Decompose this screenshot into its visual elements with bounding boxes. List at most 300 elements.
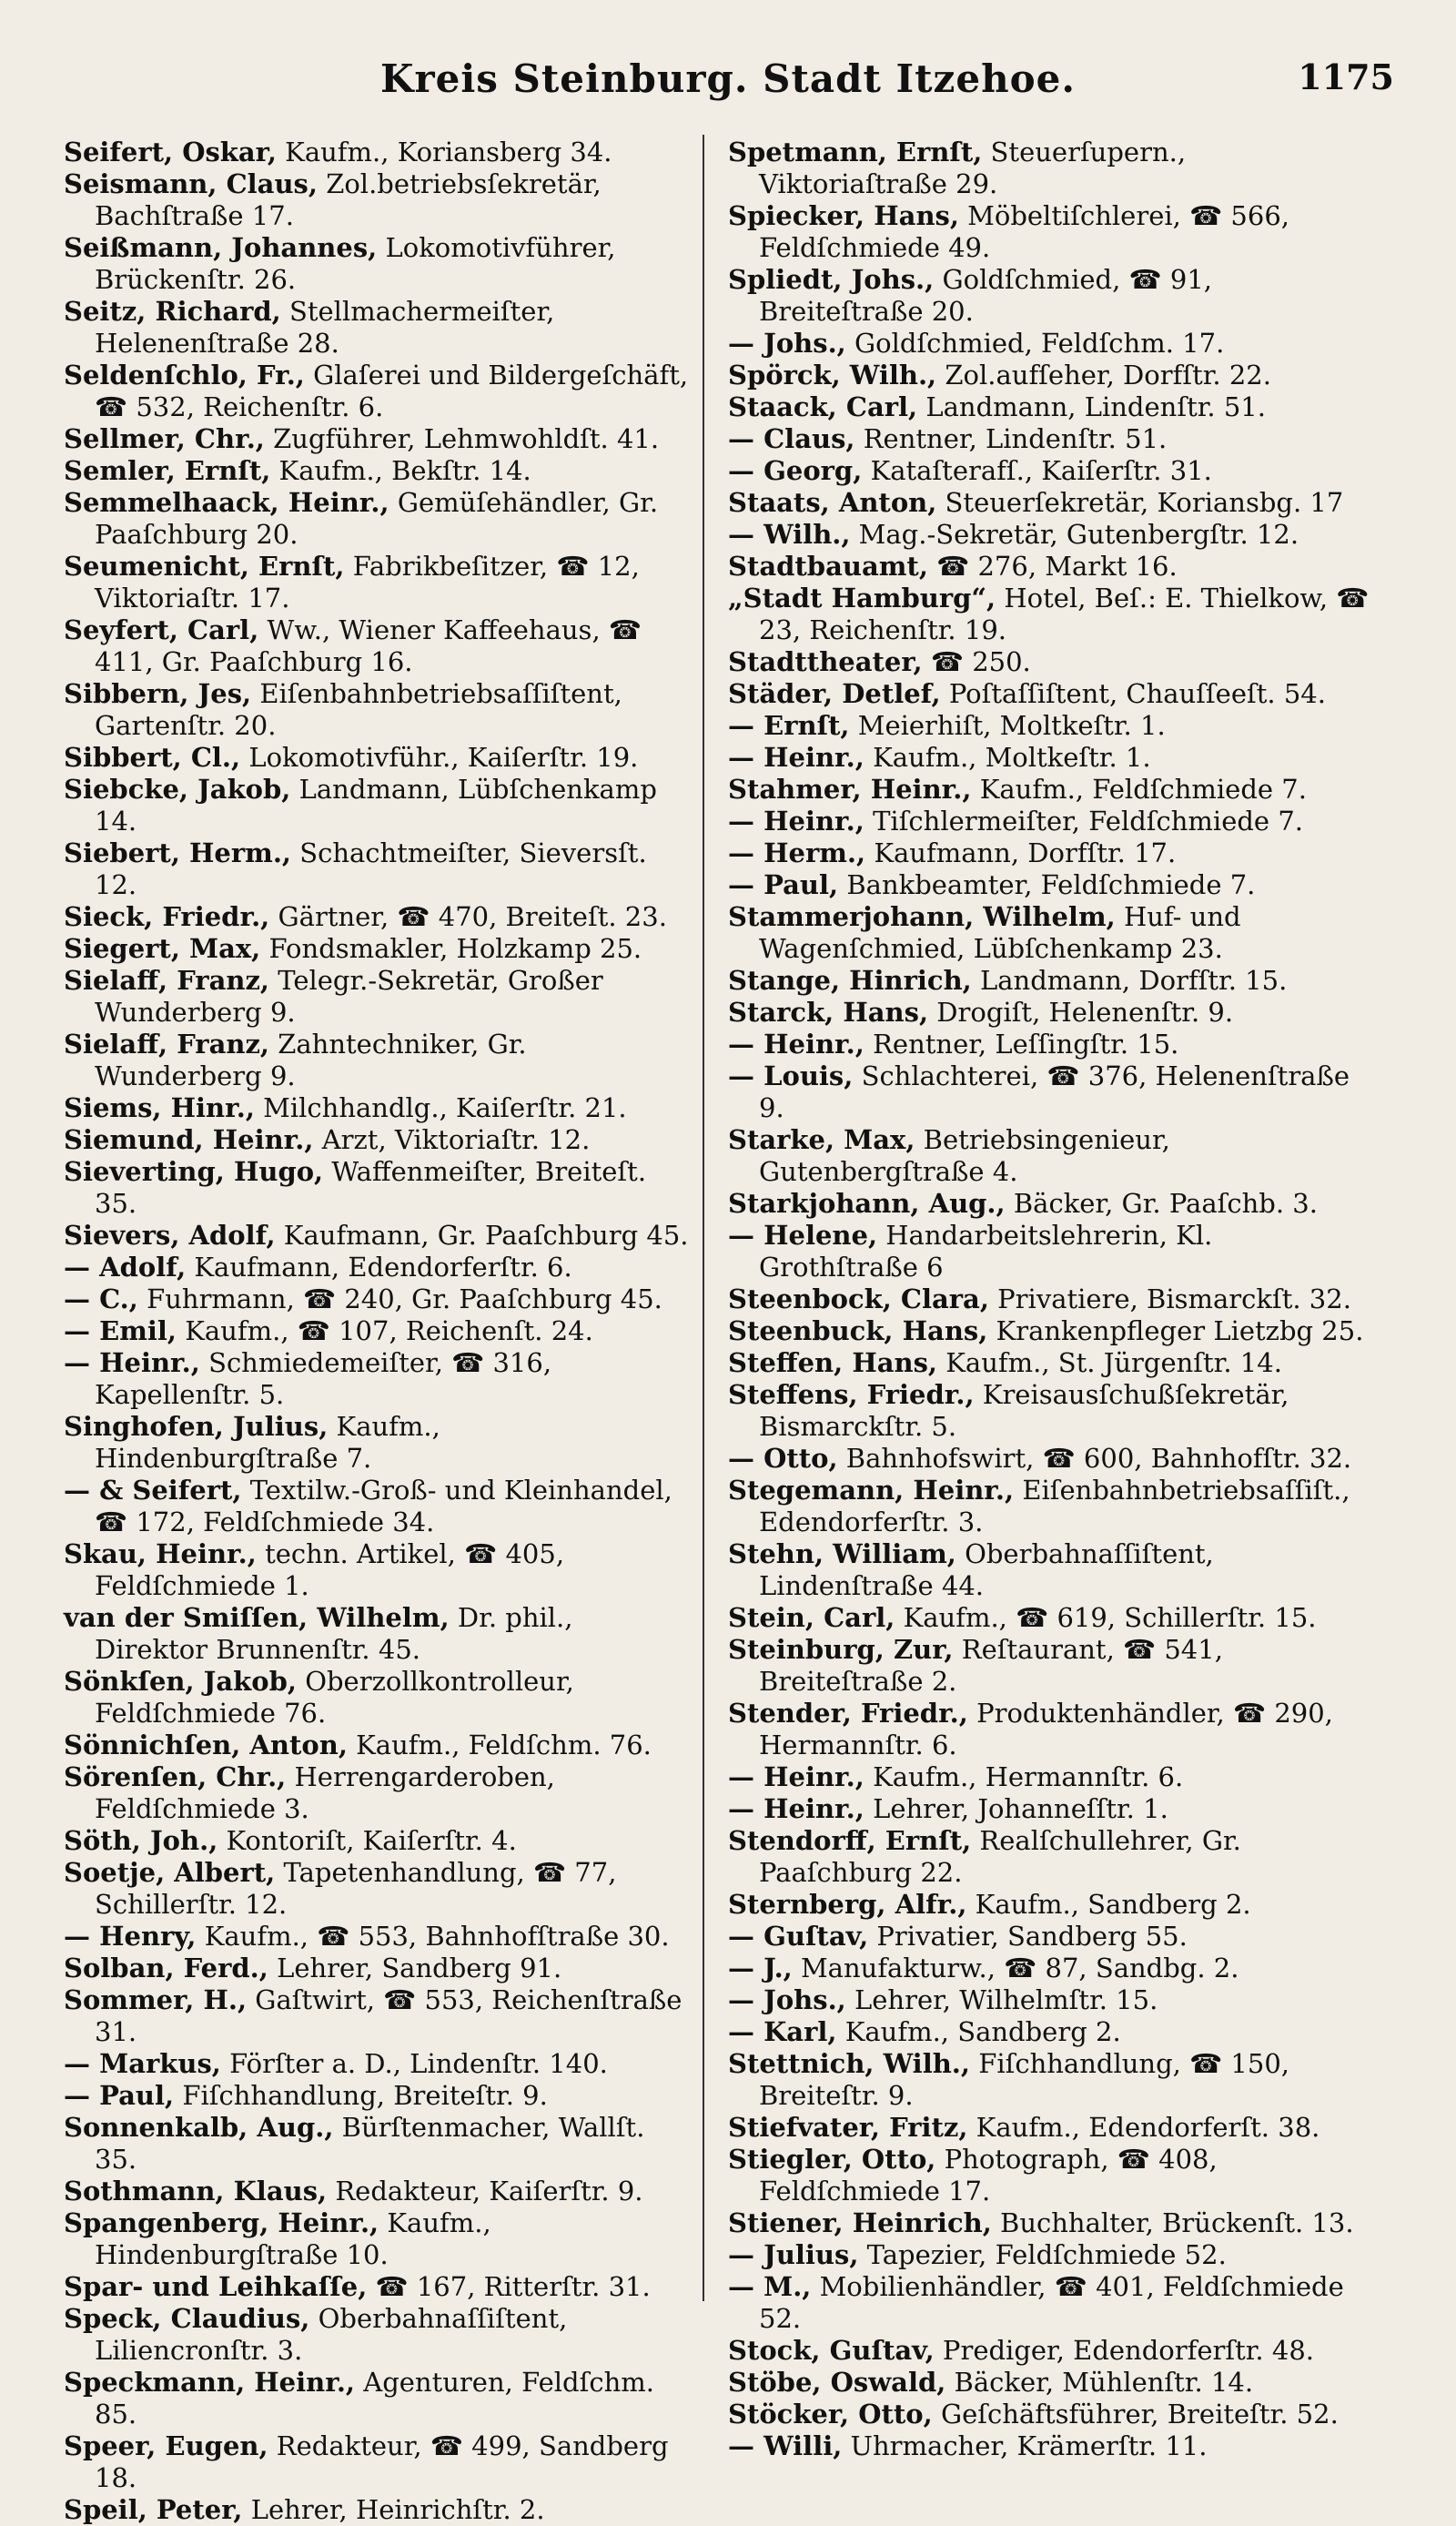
entry-name: Stiener, Heinrich,	[728, 2207, 992, 2238]
entry-name: Semler, Ernſt,	[64, 455, 271, 486]
entry-details: Produktenhändler, ☎ 290, Hermannſtr. 6.	[759, 1698, 1333, 1760]
directory-entry	[728, 583, 1374, 646]
entry-details: Kaufm., Sandberg 2.	[836, 2016, 1121, 2047]
entry-name: — J.,	[728, 1953, 793, 1983]
entry-details: Redakteur, Kaiſerſtr. 9.	[327, 2176, 643, 2206]
entry-details: Lokomotivführ., Kaiſerſtr. 19.	[240, 742, 639, 773]
directory-entry	[728, 200, 1374, 264]
entry-name: — & Seifert,	[64, 1475, 242, 1506]
entry-name: Steffen, Hans,	[728, 1347, 938, 1378]
entry-name: Speck, Claudius,	[64, 2303, 310, 2334]
entry-name: Spörck, Wilh.,	[728, 360, 937, 391]
entry-name: — Heinr.,	[728, 1029, 864, 1060]
entry-name: Spetmann, Ernſt,	[728, 137, 983, 167]
entry-details: Fabrikbeſitzer, ☎ 12, Viktoriaſtr. 17.	[95, 551, 640, 614]
entry-details: Gaſtwirt, ☎ 553, Reichenſtraße 31.	[95, 1984, 682, 2047]
entry-name: — Heinr.,	[728, 1793, 864, 1824]
entry-details: Rentner, Leſſingſtr. 15.	[864, 1029, 1179, 1060]
directory-entry	[728, 1538, 1374, 1602]
right-column	[728, 137, 1374, 2462]
entry-details: techn. Artikel, ☎ 405, Feldſchmiede 1.	[95, 1538, 565, 1601]
entry-name: Solban, Ferd.,	[64, 1953, 268, 1983]
entry-details: Kaufm., Hindenburgſtraße 10.	[95, 2207, 491, 2270]
directory-entry	[64, 965, 692, 1029]
entry-details: Lokomotivführer, Brückenſtr. 26.	[95, 232, 616, 295]
entry-details: Kaufm., Feldſchmiede 7.	[971, 774, 1307, 805]
directory-entry	[728, 1602, 1374, 1634]
directory-entry	[64, 1220, 692, 1252]
entry-details: Steuerſupern., Viktoriaſtraße 29.	[759, 137, 1187, 199]
entry-details: Reſtaurant, ☎ 541, Breiteſtraße 2.	[759, 1634, 1223, 1697]
directory-entry	[728, 1315, 1374, 1347]
directory-entry	[728, 710, 1374, 742]
entry-name: Stender, Friedr.,	[728, 1698, 968, 1729]
directory-entry	[64, 2367, 692, 2430]
entry-details: Stellmachermeiſter, Helenenſtraße 28.	[95, 296, 555, 359]
directory-entry	[728, 965, 1374, 997]
entry-name: Sielaff, Franz,	[64, 965, 270, 996]
entry-name: Speil, Peter,	[64, 2494, 243, 2525]
entry-name: Sommer, H.,	[64, 1984, 248, 2015]
entry-details: Handarbeitslehrerin, Kl. Grothſtraße 6	[759, 1220, 1213, 1283]
directory-entry	[728, 2144, 1374, 2207]
directory-entry	[728, 806, 1374, 837]
entry-name: Skau, Heinr.,	[64, 1538, 257, 1569]
directory-entry	[728, 360, 1374, 391]
entry-details: Fondsmakler, Holzkamp 25.	[260, 933, 642, 964]
directory-entry	[728, 551, 1374, 583]
directory-entry	[728, 1060, 1374, 1124]
page-header	[0, 56, 1456, 111]
entry-details: Möbeltiſchlerei, ☎ 566, Feldſchmiede 49.	[759, 200, 1289, 263]
entry-name: — Paul,	[728, 869, 839, 900]
entry-name: Seldenſchlo, Fr.,	[64, 360, 305, 391]
entry-name: Stange, Hinrich,	[728, 965, 972, 996]
entry-name: Sternberg, Alfr.,	[728, 1889, 967, 1920]
entry-details: Huf- und Wagenſchmied, Lübſchenkamp 23.	[759, 901, 1241, 964]
entry-name: Stehn, William,	[728, 1538, 956, 1569]
entry-details: Tapetenhandlung, ☎ 77, Schillerſtr. 12.	[95, 1857, 617, 1920]
entry-name: Siems, Hinr.,	[64, 1092, 255, 1123]
directory-entry	[728, 2430, 1374, 2462]
directory-entry	[64, 1283, 692, 1315]
entry-details: Agenturen, Feldſchm. 85.	[95, 2367, 654, 2430]
entry-name: Spangenberg, Heinr.,	[64, 2207, 379, 2238]
entry-details: Gemüſehändler, Gr. Paaſchburg 20.	[95, 487, 659, 550]
entry-details: Hotel, Beſ.: E. Thielkow, ☎ 23, Reichenſtr. 19.	[759, 583, 1370, 645]
entry-details: Bankbeamter, Feldſchmiede 7.	[838, 869, 1256, 900]
directory-entry	[64, 1411, 692, 1475]
entry-details: Tapezier, Feldſchmiede 52.	[858, 2239, 1227, 2270]
entry-name: Steinburg, Zur,	[728, 1634, 954, 1665]
entry-name: Sielaff, Franz,	[64, 1029, 270, 1060]
directory-entry	[728, 2207, 1374, 2239]
entry-name: Sönnichſen, Anton,	[64, 1730, 348, 1760]
entry-name: Sellmer, Chr.,	[64, 423, 265, 454]
entry-details: Bäcker, Gr. Paaſchb. 3.	[1005, 1188, 1318, 1219]
directory-entry	[64, 232, 692, 296]
directory-entry	[728, 678, 1374, 710]
entry-name: — Emil,	[64, 1315, 177, 1346]
entry-details: Kaufmann, Edendorferſtr. 6.	[186, 1252, 572, 1283]
directory-entry	[728, 137, 1374, 200]
entry-name: Semmelhaack, Heinr.,	[64, 487, 389, 518]
entry-name: Steffens, Friedr.,	[728, 1379, 975, 1410]
entry-name: — Wilh.,	[728, 519, 851, 550]
entry-details: Photograph, ☎ 408, Feldſchmiede 17.	[759, 2144, 1218, 2206]
entry-name: Stiegler, Otto,	[728, 2144, 936, 2175]
entry-name: Stettnich, Wilh.,	[728, 2048, 970, 2079]
entry-details: Kaufm., Hindenburgſtraße 7.	[95, 1411, 440, 1474]
directory-entry	[64, 774, 692, 837]
entry-details: Glaſerei und Bildergeſchäft, ☎ 532, Reichenſtr. 6.	[95, 360, 689, 422]
entry-name: — Heinr.,	[728, 1761, 864, 1792]
entry-name: Spliedt, Johs.,	[728, 264, 935, 295]
entry-details: Buchhalter, Brückenſt. 13.	[991, 2207, 1354, 2238]
directory-entry	[64, 1252, 692, 1283]
entry-name: Söth, Joh.,	[64, 1825, 218, 1856]
entry-details: Goldſchmied, Feldſchm. 17.	[845, 328, 1225, 359]
entry-details: Eiſenbahnbetriebsaſſiſtent, Gartenſtr. 20.	[95, 678, 622, 741]
directory-entry	[64, 2080, 692, 2112]
entry-name: Siemund, Heinr.,	[64, 1124, 314, 1155]
entry-details: Zol.betriebsſekretär, Bachſtraße 17.	[95, 168, 602, 231]
entry-name: Sibbern, Jes,	[64, 678, 252, 709]
directory-entry	[64, 1730, 692, 1761]
entry-name: van der Smiſſen, Wilhelm,	[64, 1602, 450, 1633]
entry-details: Krankenpfleger Lietzbg 25.	[987, 1315, 1364, 1346]
directory-entry	[64, 2494, 692, 2526]
entry-details: Mobilienhändler, ☎ 401, Feldſchmiede 52.	[759, 2271, 1344, 2334]
entry-name: Sievers, Adolf,	[64, 1220, 276, 1251]
directory-entry	[64, 1857, 692, 1921]
directory-entry	[728, 1761, 1374, 1793]
entry-name: — Louis,	[728, 1060, 854, 1091]
entry-name: — Heinr.,	[728, 806, 864, 837]
entry-name: Siegert, Max,	[64, 933, 261, 964]
directory-entry	[64, 1124, 692, 1156]
directory-entry	[728, 1634, 1374, 1698]
entry-name: Singhofen, Julius,	[64, 1411, 329, 1442]
entry-details: Manufakturw., ☎ 87, Sandbg. 2.	[792, 1953, 1239, 1983]
directory-entry	[64, 296, 692, 360]
directory-entry	[728, 837, 1374, 869]
directory-entry	[728, 423, 1374, 455]
entry-name: Seifert, Oskar,	[64, 137, 277, 167]
directory-entry	[728, 1475, 1374, 1538]
entry-name: Stammerjohann, Wilhelm,	[728, 901, 1116, 932]
entry-name: Starke, Max,	[728, 1124, 915, 1155]
entry-details: Prediger, Edendorferſtr. 48.	[934, 2335, 1314, 2366]
entry-name: — Georg,	[728, 455, 863, 486]
entry-name: Siebcke, Jakob,	[64, 774, 291, 805]
entry-details: Schachtmeiſter, Sieversſt. 12.	[95, 837, 647, 900]
entry-name: Stöcker, Otto,	[728, 2399, 933, 2430]
directory-entry	[728, 1379, 1374, 1443]
entry-details: Poſtaſſiſtent, Chauſſeeſt. 54.	[940, 678, 1326, 709]
entry-details: Steuerſekretär, Koriansbg. 17	[936, 487, 1344, 518]
entry-name: — Herm.,	[728, 837, 866, 868]
entry-details: Oberbahnaſſiſtent, Lindenſtraße 44.	[759, 1538, 1214, 1601]
directory-entry	[64, 614, 692, 678]
entry-details: Kaufmann, Dorfſtr. 17.	[865, 837, 1177, 868]
entry-details: Realſchullehrer, Gr. Paaſchburg 22.	[759, 1825, 1241, 1888]
directory-entry	[728, 1984, 1374, 2016]
entry-name: Stadttheater,	[728, 646, 923, 677]
entry-name: — Otto,	[728, 1443, 838, 1474]
directory-entry	[728, 1825, 1374, 1889]
directory-entry	[64, 1538, 692, 1602]
entry-name: „Stadt Hamburg“,	[728, 583, 996, 614]
entry-name: Stegemann, Heinr.,	[728, 1475, 1015, 1506]
entry-name: — Ernſt,	[728, 710, 850, 741]
directory-entry	[728, 1443, 1374, 1475]
entry-details: Kontoriſt, Kaiſerſtr. 4.	[217, 1825, 517, 1856]
entry-name: — Johs.,	[728, 1984, 846, 2015]
directory-entry	[728, 997, 1374, 1029]
entry-details: Uhrmacher, Krämerſtr. 11.	[842, 2430, 1208, 2461]
directory-entry	[728, 264, 1374, 328]
entry-details: Kaufm., ☎ 107, Reichenſt. 24.	[177, 1315, 593, 1346]
directory-entry	[728, 774, 1374, 806]
entry-name: Stein, Carl,	[728, 1602, 895, 1633]
entry-details: ☎ 250.	[922, 646, 1031, 677]
directory-entry	[728, 1793, 1374, 1825]
entry-name: Sieck, Friedr.,	[64, 901, 270, 932]
directory-entry	[64, 901, 692, 933]
directory-entry	[64, 1347, 692, 1411]
directory-entry	[728, 455, 1374, 487]
entry-details: Betriebsingenieur, Gutenbergſtraße 4.	[759, 1124, 1170, 1187]
entry-details: Herrengarderoben, Feldſchmiede 3.	[95, 1761, 555, 1824]
entry-name: Starkjohann, Aug.,	[728, 1188, 1006, 1219]
directory-entry	[64, 168, 692, 232]
page-title: Kreis Steinburg. Stadt Itzehoe.	[379, 56, 1076, 101]
entry-name: Soetje, Albert,	[64, 1857, 276, 1888]
entry-details: Fuhrmann, ☎ 240, Gr. Paaſchburg 45.	[137, 1283, 662, 1314]
directory-entry	[64, 742, 692, 774]
entry-details: Kataſterafſ., Kaiſerſtr. 31.	[862, 455, 1212, 486]
entry-name: Sibbert, Cl.,	[64, 742, 241, 773]
entry-details: Kaufm., St. Jürgenſtr. 14.	[937, 1347, 1282, 1378]
directory-entry	[728, 901, 1374, 965]
entry-name: Stadtbauamt,	[728, 551, 928, 582]
entry-details: Zahntechniker, Gr. Wunderberg 9.	[95, 1029, 527, 1091]
directory-entry	[64, 1475, 692, 1538]
directory-entry	[728, 2112, 1374, 2144]
directory-entry	[64, 1666, 692, 1730]
entry-details: Kaufm., Sandberg 2.	[966, 1889, 1251, 1920]
directory-entry	[728, 1698, 1374, 1761]
directory-entry	[64, 1953, 692, 1984]
directory-entry	[728, 1347, 1374, 1379]
directory-entry	[728, 2399, 1374, 2430]
entry-details: Tiſchlermeiſter, Feldſchmiede 7.	[864, 806, 1303, 837]
entry-details: Bürſtenmacher, Wallſt. 35.	[95, 2112, 645, 2175]
entry-name: Städer, Detlef,	[728, 678, 941, 709]
directory-entry	[728, 742, 1374, 774]
entry-details: Bäcker, Mühlenſtr. 14.	[945, 2367, 1254, 2398]
page-number: 1175	[1298, 56, 1394, 97]
entry-details: Lehrer, Sandberg 91.	[268, 1953, 562, 1983]
directory-entry	[728, 2367, 1374, 2399]
entry-name: Siebert, Herm.,	[64, 837, 292, 868]
entry-details: Redakteur, ☎ 499, Sandberg 18.	[95, 2430, 669, 2493]
entry-name: — Heinr.,	[64, 1347, 200, 1378]
directory-entry	[64, 1602, 692, 1666]
entry-details: Textilw.-Groß- und Kleinhandel, ☎ 172, Feldſchmiede 34.	[95, 1475, 672, 1537]
directory-entry	[728, 1220, 1374, 1283]
entry-name: Seismann, Claus,	[64, 168, 318, 199]
directory-entry	[728, 487, 1374, 519]
directory-entry	[728, 869, 1374, 901]
entry-details: Kaufm., ☎ 553, Bahnhofſtraße 30.	[196, 1921, 670, 1952]
directory-entry	[64, 423, 692, 455]
entry-name: Stendorff, Ernſt,	[728, 1825, 972, 1856]
entry-details: Zol.aufſeher, Dorfſtr. 22.	[936, 360, 1271, 391]
directory-entry	[728, 1889, 1374, 1921]
directory-entry	[728, 2016, 1374, 2048]
entry-details: Goldſchmied, ☎ 91, Breiteſtraße 20.	[759, 264, 1212, 327]
entry-details: Kaufm., Edendorferſt. 38.	[967, 2112, 1320, 2143]
directory-entry	[728, 1188, 1374, 1220]
entry-name: — Guſtav,	[728, 1921, 869, 1952]
entry-name: — Karl,	[728, 2016, 837, 2047]
directory-entry	[64, 2207, 692, 2271]
entry-details: Oberbahnaſſiſtent, Liliencronſtr. 3.	[95, 2303, 568, 2366]
entry-name: Staats, Anton,	[728, 487, 937, 518]
entry-name: Stiefvater, Fritz,	[728, 2112, 968, 2143]
entry-details: Privatiere, Bismarckſt. 32.	[988, 1283, 1351, 1314]
entry-details: Mag.-Sekretär, Gutenbergſtr. 12.	[850, 519, 1299, 550]
entry-name: Spar- und Leihkaſſe,	[64, 2271, 368, 2302]
entry-name: Seumenicht, Ernſt,	[64, 551, 345, 582]
entry-details: Landmann, Lübſchenkamp 14.	[95, 774, 657, 837]
directory-entry	[728, 1953, 1374, 1984]
entry-details: Oberzollkontrolleur, Feldſchmiede 76.	[95, 1666, 574, 1729]
directory-entry	[64, 137, 692, 168]
directory-entry	[728, 2335, 1374, 2367]
entry-details: ☎ 167, Ritterſtr. 31.	[367, 2271, 651, 2302]
directory-entry	[728, 646, 1374, 678]
directory-entry	[728, 2239, 1374, 2271]
directory-entry	[728, 519, 1374, 551]
directory-entry	[64, 2112, 692, 2176]
directory-entry	[64, 2271, 692, 2303]
entry-details: Landmann, Lindenſtr. 51.	[917, 391, 1266, 422]
entry-details: Rentner, Lindenſtr. 51.	[854, 423, 1168, 454]
entry-name: — Willi,	[728, 2430, 843, 2461]
entry-name: Stahmer, Heinr.,	[728, 774, 972, 805]
entry-name: Sothmann, Klaus,	[64, 2176, 328, 2206]
directory-entry	[728, 2271, 1374, 2335]
entry-details: Waffenmeiſter, Breiteſt. 35.	[95, 1156, 647, 1219]
directory-entry	[64, 2176, 692, 2207]
directory-entry	[64, 1156, 692, 1220]
entry-name: — Heinr.,	[728, 742, 864, 773]
entry-name: — Helene,	[728, 1220, 878, 1251]
entry-details: Privatier, Sandberg 55.	[868, 1921, 1188, 1952]
entry-name: Seißmann, Johannes,	[64, 232, 378, 263]
entry-details: Gärtner, ☎ 470, Breiteſt. 23.	[269, 901, 667, 932]
entry-name: Steenbuck, Hans,	[728, 1315, 988, 1346]
entry-details: Eiſenbahnbetriebsaſſiſt., Edendorferſtr. 3.	[759, 1475, 1350, 1537]
directory-entry	[64, 1029, 692, 1092]
entry-details: Fiſchhandlung, ☎ 150, Breiteſtr. 9.	[759, 2048, 1290, 2111]
entry-details: Fiſchhandlung, Breiteſtr. 9.	[174, 2080, 548, 2111]
entry-name: Stock, Guſtav,	[728, 2335, 935, 2366]
entry-details: Arzt, Viktoriaſtr. 12.	[313, 1124, 591, 1155]
directory-entry	[728, 1921, 1374, 1953]
directory-entry	[64, 2430, 692, 2494]
entry-name: — Julius,	[728, 2239, 859, 2270]
column-divider	[703, 135, 704, 2301]
entry-details: Dr. phil., Direktor Brunnenſtr. 45.	[95, 1602, 573, 1665]
directory-entry	[728, 1029, 1374, 1060]
directory-entry	[64, 1984, 692, 2048]
entry-name: Speer, Eugen,	[64, 2430, 268, 2461]
directory-entry	[64, 2048, 692, 2080]
entry-name: — Adolf,	[64, 1252, 187, 1283]
entry-details: Milchhandlg., Kaiſerſtr. 21.	[254, 1092, 627, 1123]
directory-entry	[64, 2303, 692, 2367]
entry-name: Seitz, Richard,	[64, 296, 281, 327]
entry-name: — M.,	[728, 2271, 812, 2302]
entry-name: Sönkſen, Jakob,	[64, 1666, 297, 1697]
entry-details: Kaufm., Bekſtr. 14.	[270, 455, 531, 486]
entry-name: Stöbe, Oswald,	[728, 2367, 946, 2398]
directory-entry	[64, 1921, 692, 1953]
entry-name: Steenbock, Clara,	[728, 1283, 989, 1314]
directory-entry	[64, 933, 692, 965]
entry-name: Sieverting, Hugo,	[64, 1156, 324, 1187]
entry-details: Kaufm., Feldſchm. 76.	[347, 1730, 652, 1760]
entry-details: Kaufm., Koriansberg 34.	[276, 137, 612, 167]
directory-entry	[728, 391, 1374, 423]
directory-entry	[64, 455, 692, 487]
entry-details: Meierhiſt, Moltkeſtr. 1.	[849, 710, 1166, 741]
entry-details: Ww., Wiener Kaffeehaus, ☎ 411, Gr. Paaſchburg 16.	[95, 614, 642, 677]
entry-details: ☎ 276, Markt 16.	[927, 551, 1178, 582]
entry-details: Förſter a. D., Lindenſtr. 140.	[220, 2048, 608, 2079]
entry-details: Kaufmann, Gr. Paaſchburg 45.	[275, 1220, 689, 1251]
directory-entry	[64, 487, 692, 551]
directory-entry	[64, 678, 692, 742]
entry-name: Staack, Carl,	[728, 391, 918, 422]
entry-name: Speckmann, Heinr.,	[64, 2367, 356, 2398]
entry-details: Bahnhofswirt, ☎ 600, Bahnhofſtr. 32.	[837, 1443, 1352, 1474]
entry-details: Telegr.-Sekretär, Großer Wunderberg 9.	[95, 965, 603, 1028]
entry-name: — C.,	[64, 1283, 138, 1314]
entry-name: Starck, Hans,	[728, 997, 929, 1028]
entry-details: Kaufm., ☎ 619, Schillerſtr. 15.	[895, 1602, 1317, 1633]
entry-name: Sonnenkalb, Aug.,	[64, 2112, 334, 2143]
entry-details: Schlachterei, ☎ 376, Helenenſtraße 9.	[759, 1060, 1350, 1123]
directory-entry	[728, 328, 1374, 360]
directory-entry	[728, 1283, 1374, 1315]
entry-details: Zugführer, Lehmwohldſt. 41.	[264, 423, 660, 454]
entry-name: Seyfert, Carl,	[64, 614, 259, 645]
entry-details: Schmiedemeiſter, ☎ 316, Kapellenſtr. 5.	[95, 1347, 552, 1410]
entry-details: Geſchäftsführer, Breiteſtr. 52.	[932, 2399, 1339, 2430]
entry-name: — Henry,	[64, 1921, 197, 1952]
directory-entry	[64, 360, 692, 423]
directory-entry	[64, 551, 692, 614]
entry-details: Kaufm., Moltkeſtr. 1.	[864, 742, 1151, 773]
entry-name: — Paul,	[64, 2080, 175, 2111]
directory-entry	[728, 2048, 1374, 2112]
entry-details: Lehrer, Heinrichſtr. 2.	[242, 2494, 545, 2525]
